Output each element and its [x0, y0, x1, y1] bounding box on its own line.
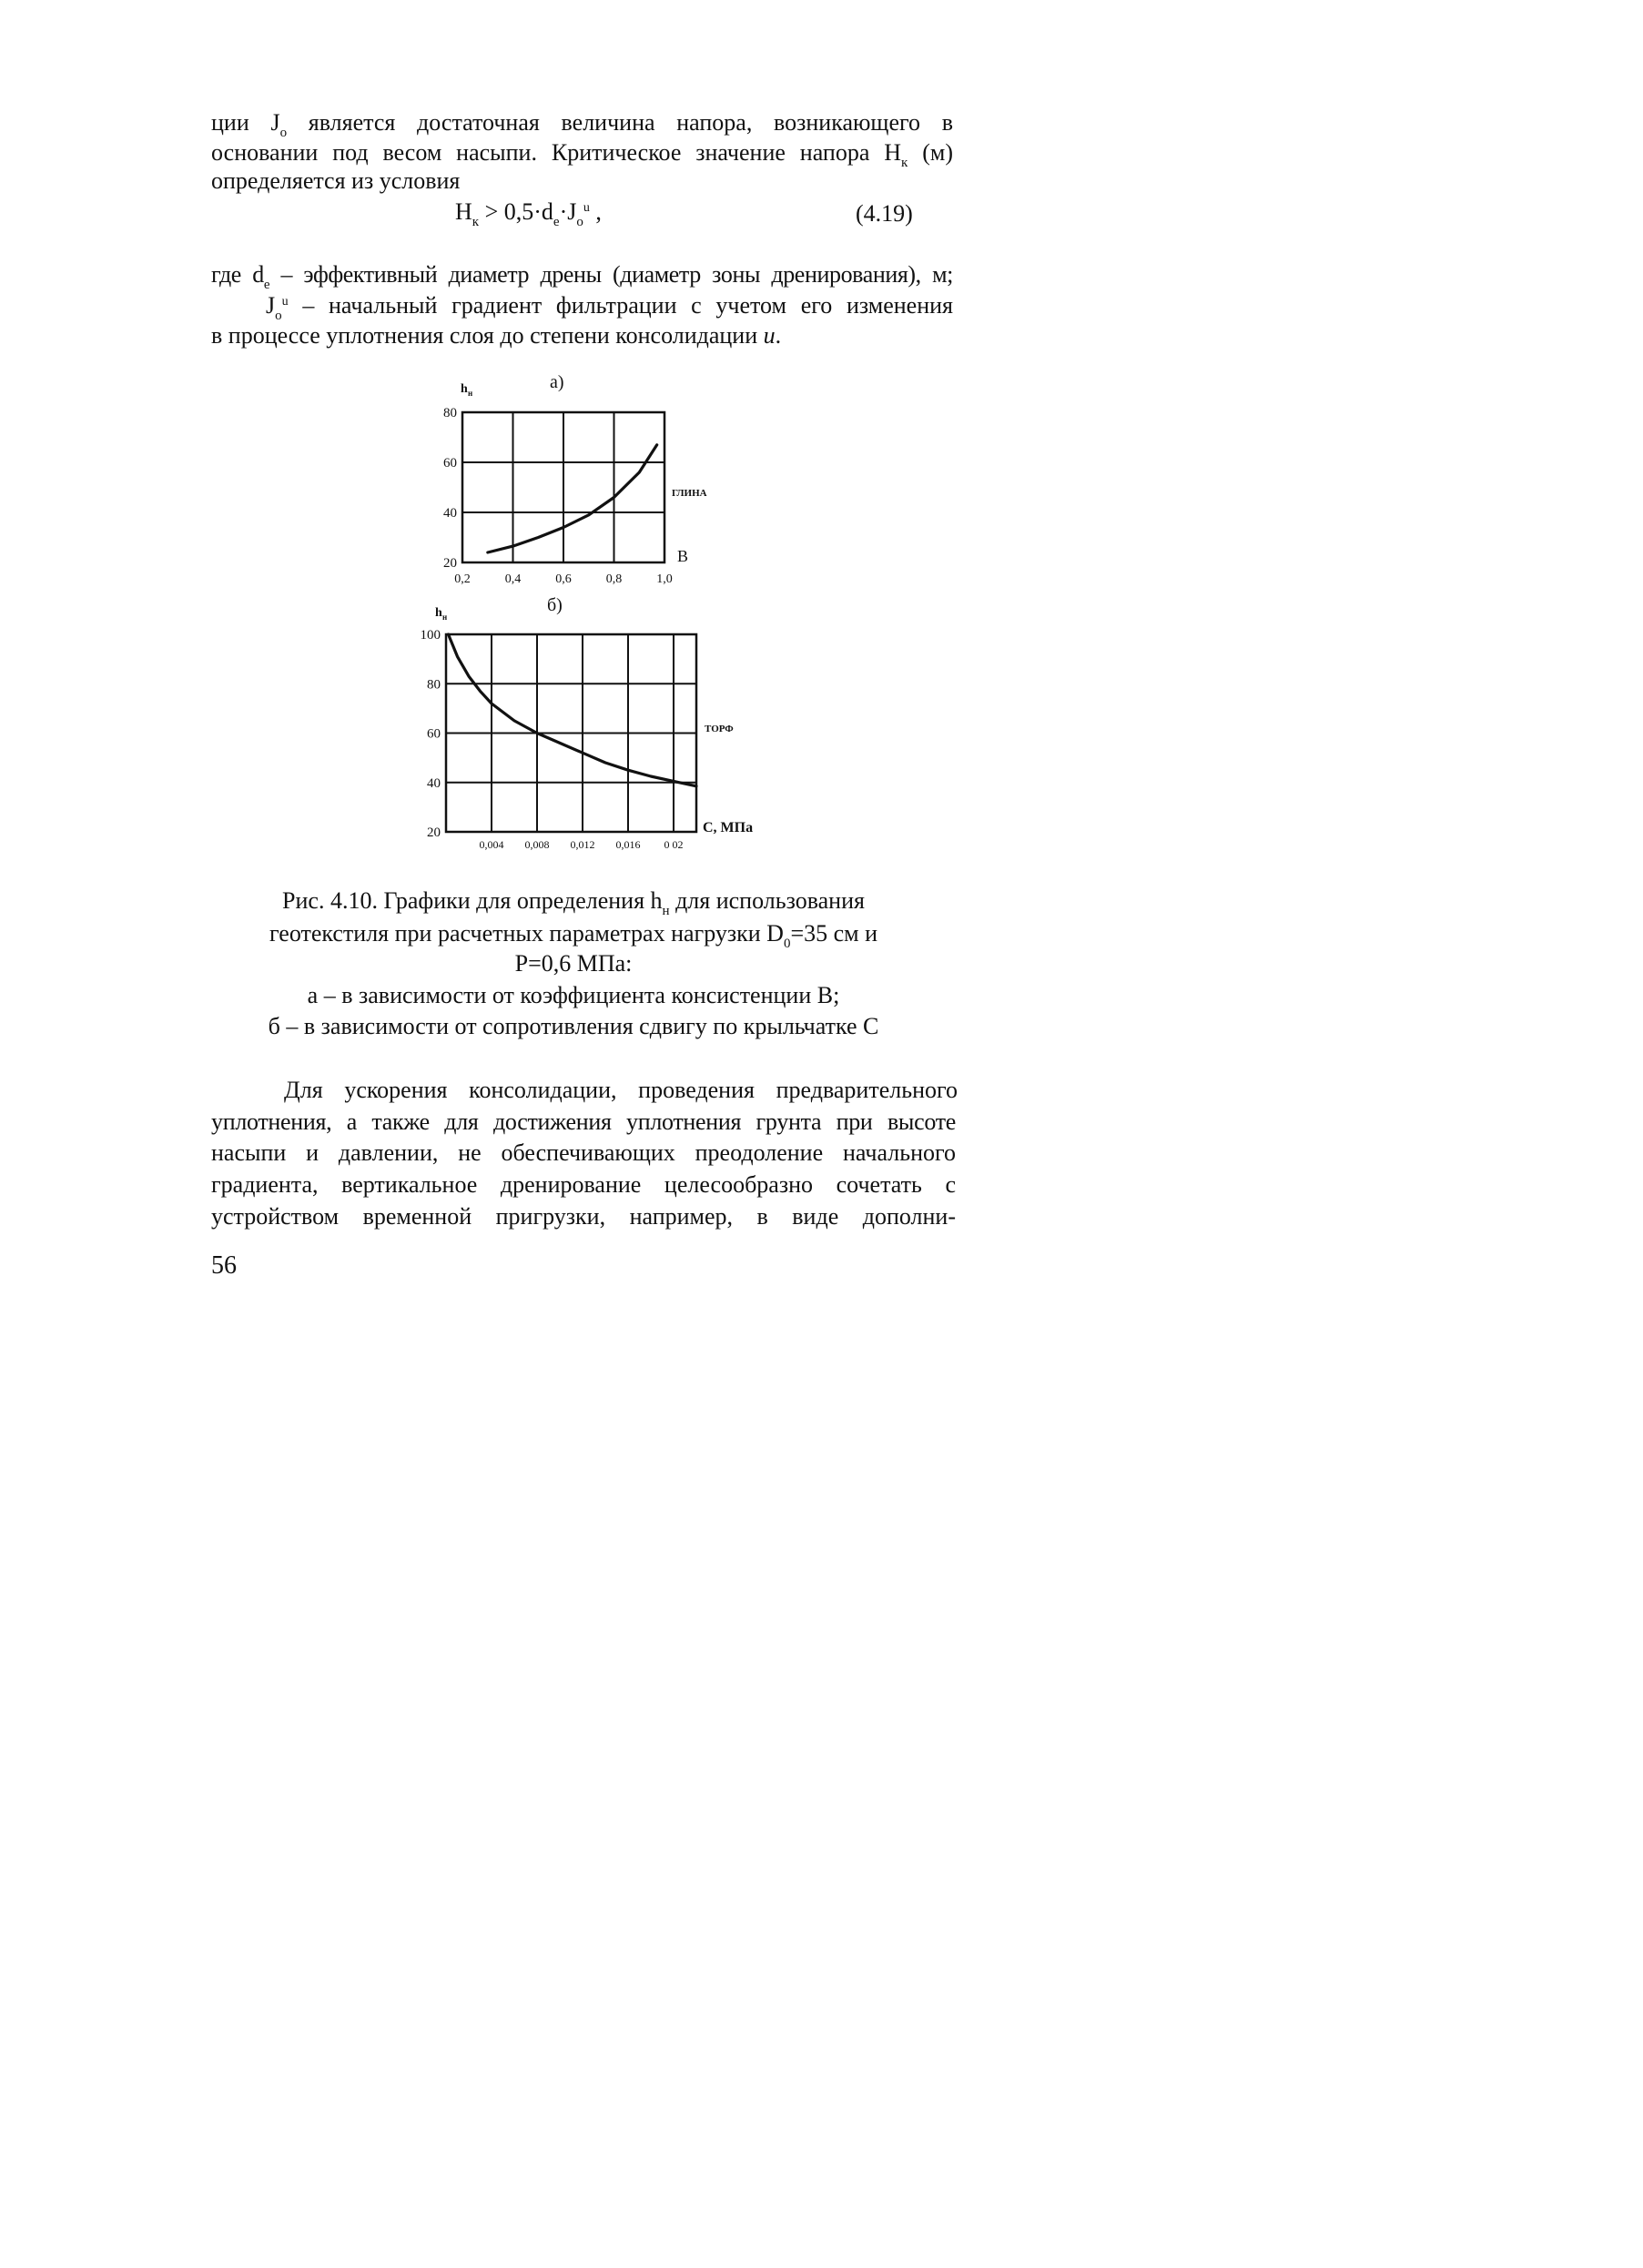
chart-b-x-axis-label: С, МПа — [703, 820, 754, 835]
caption-line-1 — [182, 887, 965, 918]
chart-a-xtick-label: 0,4 — [504, 572, 522, 586]
paragraph-1-line-3: определяется из условия — [211, 167, 461, 194]
paragraph-2-line-1: Для ускорения консолидации, проведения предварительного — [284, 1077, 958, 1103]
subscript: к — [901, 156, 908, 170]
text: =35 см и — [790, 920, 878, 947]
chart-a-series-label: ГЛИНА — [672, 488, 707, 499]
text: > 0,5·d — [479, 198, 553, 225]
chart-b-y-axis-label: h — [435, 606, 442, 620]
subscript: е — [553, 215, 560, 229]
text: в процессе уплотнения слоя до степени консолидации — [211, 322, 764, 349]
text: для использования — [669, 887, 865, 914]
subscript: к — [472, 215, 480, 229]
superscript: u — [583, 201, 590, 215]
chart-a-ytick-label: 80 — [443, 406, 457, 420]
text: H — [455, 198, 472, 225]
chart-b-ytick-label: 80 — [427, 677, 441, 693]
chart-a-y-axis-label-sub: н — [468, 389, 473, 398]
text: основании под весом насыпи. Критическое значение напора H — [211, 139, 902, 166]
chart-b-panel-label: б) — [547, 595, 563, 615]
chart-b-xtick-label: 0,016 — [615, 838, 641, 851]
paragraph-2-line-3: насыпи и давлении, не обеспечивающих преодоление начального — [211, 1139, 956, 1166]
caption-line-5: б – в зависимости от сопротивления сдвигу по крыльчатке С — [268, 1013, 879, 1039]
paragraph-2-line-5: устройством временной пригрузки, например, в виде дополни- — [211, 1203, 956, 1230]
page-number: 56 — [211, 1251, 237, 1280]
chart-b-y-axis-label-sub: н — [442, 613, 448, 622]
text: , — [589, 198, 602, 225]
subscript: о — [279, 126, 288, 140]
chart-a-ytick-label: 60 — [443, 456, 457, 471]
chart-a-x-axis-label: B — [677, 547, 689, 565]
subscript: о — [576, 215, 583, 229]
paragraph-2-line-4: градиента, вертикальное дренирование целесообразно сочетать с — [211, 1171, 956, 1198]
chart-b-ytick-label: 40 — [427, 775, 441, 791]
formula-number: (4.19) — [856, 200, 913, 227]
caption-line-2 — [182, 920, 965, 951]
chart-a-ytick-label: 40 — [443, 506, 457, 521]
chart-b-xtick-label: 0,008 — [524, 838, 550, 851]
italic-u: u — [763, 322, 776, 349]
chart-a-xtick-label: 0,2 — [454, 572, 471, 586]
superscript: u — [281, 295, 289, 309]
text: (м) — [908, 139, 953, 166]
text: J — [266, 292, 276, 319]
chart-a-panel-label: а) — [550, 372, 564, 392]
text: геотекстиля при расчетных параметрах нагрузки D — [269, 920, 784, 947]
chart-b-xtick-label: 0,012 — [570, 838, 595, 851]
chart-b-ytick-label: 100 — [420, 628, 441, 643]
chart-a-ytick-label: 20 — [443, 556, 457, 571]
caption-line-4: а – в зависимости от коэффициента консистенции B; — [307, 982, 840, 1008]
text: где d — [211, 261, 264, 288]
text: . — [775, 322, 782, 349]
paragraph-2-line-2: уплотнения, а также для достижения уплотнения грунта при высоте — [211, 1109, 956, 1135]
chart-b-xtick-label: 0 02 — [664, 838, 684, 851]
subscript: е — [263, 278, 270, 292]
chart-b-xtick-label: 0,004 — [479, 838, 504, 851]
chart-b-series-label: ТОРФ — [705, 724, 734, 734]
text: ции J — [211, 109, 280, 136]
text: является достаточная величина напора, возникающего в — [287, 109, 953, 136]
chart-b-ytick-label: 60 — [427, 726, 441, 742]
chart-b-ytick-label: 20 — [427, 825, 441, 840]
subscript: 0 — [783, 937, 791, 951]
chart-a-xtick-label: 0,8 — [605, 572, 623, 586]
text: – начальный градиент фильтрации с учетом его изменения — [288, 292, 953, 319]
chart-a-xtick-label: 0,6 — [555, 572, 572, 586]
chart-a-y-axis-label: h — [461, 382, 468, 396]
chart-b-curve — [449, 634, 697, 786]
text: ·J — [559, 198, 577, 225]
chart-a-xtick-label: 1,0 — [656, 572, 673, 586]
text: Рис. 4.10. Графики для определения h — [282, 887, 663, 914]
subscript: о — [275, 309, 282, 323]
text: – эффективный диаметр дрены (диаметр зоны дренирования), м; — [269, 261, 953, 288]
subscript: н — [662, 904, 670, 918]
caption-line-3: P=0,6 МПа: — [514, 950, 633, 977]
